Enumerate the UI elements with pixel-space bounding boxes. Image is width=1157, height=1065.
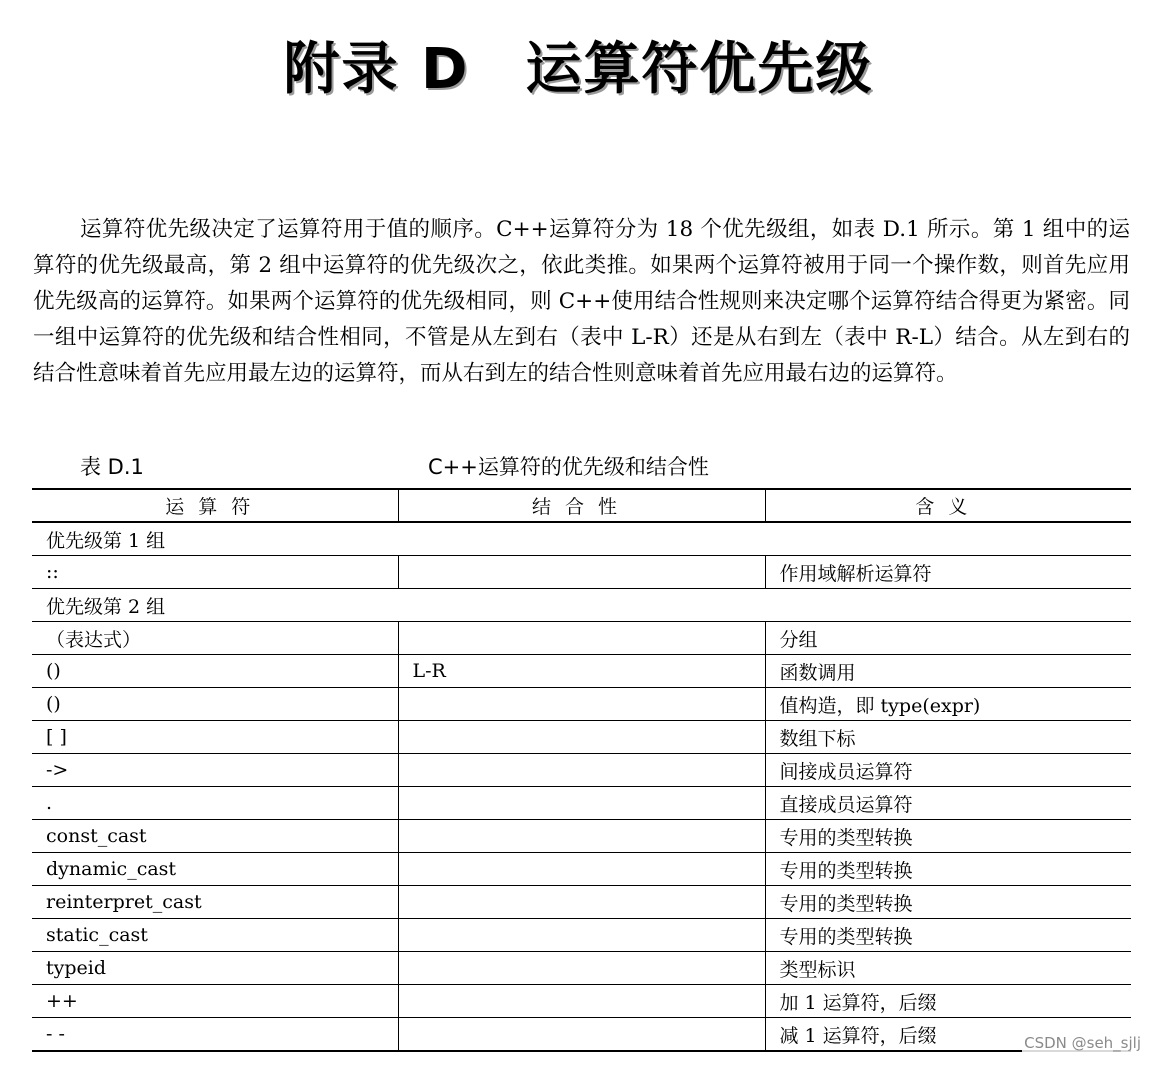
cell-meaning: 作用域解析运算符 bbox=[765, 556, 1131, 589]
cell-associativity bbox=[398, 556, 765, 589]
cell-operator: ++ bbox=[32, 985, 398, 1018]
intro-paragraph: 运算符优先级决定了运算符用于值的顺序。C++运算符分为 18 个优先级组，如表 D.1 所示。第 1 组中的运算符的优先级最高，第 2 组中运算符的优先级次之，依此类推。如果两个运算符被用于同一个操作数，则首先应用优先级高的运算符。如果两个运算符的优先级相同，则 C++使用结合性规则来决定哪个运算符结合得更为紧密。同一组中运算符的优先级和结合性相同，不管是从左到右（表中 L-R）还是从右到左（表中 R-L）结合。从左到右的结合性意味着首先应用最左边的运算符，而从右到左的结合性则意味着首先应用最右边的运算符。 bbox=[33, 217, 1130, 386]
cell-associativity bbox=[398, 754, 765, 787]
cell-operator: :: bbox=[32, 556, 398, 589]
page-title bbox=[0, 30, 1157, 110]
cell-operator: reinterpret_cast bbox=[32, 886, 398, 919]
cell-meaning: 函数调用 bbox=[765, 655, 1131, 688]
cell-associativity bbox=[398, 1018, 765, 1052]
table-caption bbox=[0, 450, 1157, 484]
group-label: 优先级第 2 组 bbox=[32, 589, 1131, 622]
cell-meaning: 专用的类型转换 bbox=[765, 820, 1131, 853]
cell-associativity bbox=[398, 919, 765, 952]
table-row bbox=[32, 556, 1131, 589]
table-row bbox=[32, 952, 1131, 985]
table-row bbox=[32, 655, 1131, 688]
cell-meaning: 专用的类型转换 bbox=[765, 919, 1131, 952]
cell-operator: const_cast bbox=[32, 820, 398, 853]
table-row bbox=[32, 919, 1131, 952]
header-associativity: 结合性 bbox=[398, 489, 765, 522]
cell-operator: -> bbox=[32, 754, 398, 787]
header-operator: 运算符 bbox=[32, 489, 398, 522]
table-row bbox=[32, 787, 1131, 820]
table-row bbox=[32, 820, 1131, 853]
cell-associativity bbox=[398, 985, 765, 1018]
group-label: 优先级第 1 组 bbox=[32, 522, 1131, 556]
watermark: CSDN @seh_sjlj bbox=[1024, 1034, 1141, 1052]
cell-meaning: 专用的类型转换 bbox=[765, 886, 1131, 919]
group-row-1 bbox=[32, 522, 1131, 556]
cell-meaning: 加 1 运算符，后缀 bbox=[765, 985, 1131, 1018]
cell-meaning: 数组下标 bbox=[765, 721, 1131, 754]
cell-associativity bbox=[398, 952, 765, 985]
cell-associativity bbox=[398, 787, 765, 820]
cell-meaning: 值构造，即 type(expr) bbox=[765, 688, 1131, 721]
cell-associativity bbox=[398, 886, 765, 919]
table-row bbox=[32, 622, 1131, 655]
cell-associativity bbox=[398, 622, 765, 655]
operator-precedence-table bbox=[32, 488, 1131, 1052]
table-header-row bbox=[32, 489, 1131, 522]
cell-meaning: 间接成员运算符 bbox=[765, 754, 1131, 787]
cell-operator: static_cast bbox=[32, 919, 398, 952]
table-row bbox=[32, 1018, 1131, 1052]
group-row-2 bbox=[32, 589, 1131, 622]
appendix-label: 附录 D bbox=[283, 37, 470, 102]
table-row bbox=[32, 985, 1131, 1018]
cell-associativity: L-R bbox=[398, 655, 765, 688]
cell-operator: （表达式） bbox=[32, 622, 398, 655]
appendix-subject: 运算符优先级 bbox=[525, 37, 874, 102]
cell-operator: - - bbox=[32, 1018, 398, 1052]
cell-associativity bbox=[398, 688, 765, 721]
cell-operator: [ ] bbox=[32, 721, 398, 754]
cell-meaning: 减 1 运算符，后缀 bbox=[765, 1018, 1131, 1052]
table-row bbox=[32, 754, 1131, 787]
header-meaning: 含义 bbox=[765, 489, 1131, 522]
table-row bbox=[32, 688, 1131, 721]
table-row bbox=[32, 886, 1131, 919]
cell-meaning: 直接成员运算符 bbox=[765, 787, 1131, 820]
cell-meaning: 类型标识 bbox=[765, 952, 1131, 985]
cell-meaning: 分组 bbox=[765, 622, 1131, 655]
cell-associativity bbox=[398, 853, 765, 886]
table-caption-title: C++运算符的优先级和结合性 bbox=[428, 455, 709, 479]
cell-associativity bbox=[398, 820, 765, 853]
cell-operator: typeid bbox=[32, 952, 398, 985]
cell-associativity bbox=[398, 721, 765, 754]
table-caption-label: 表 D.1 bbox=[80, 455, 144, 479]
cell-meaning: 专用的类型转换 bbox=[765, 853, 1131, 886]
cell-operator: dynamic_cast bbox=[32, 853, 398, 886]
cell-operator: . bbox=[32, 787, 398, 820]
table-row bbox=[32, 853, 1131, 886]
table-row bbox=[32, 721, 1131, 754]
cell-operator: () bbox=[32, 688, 398, 721]
cell-operator: () bbox=[32, 655, 398, 688]
